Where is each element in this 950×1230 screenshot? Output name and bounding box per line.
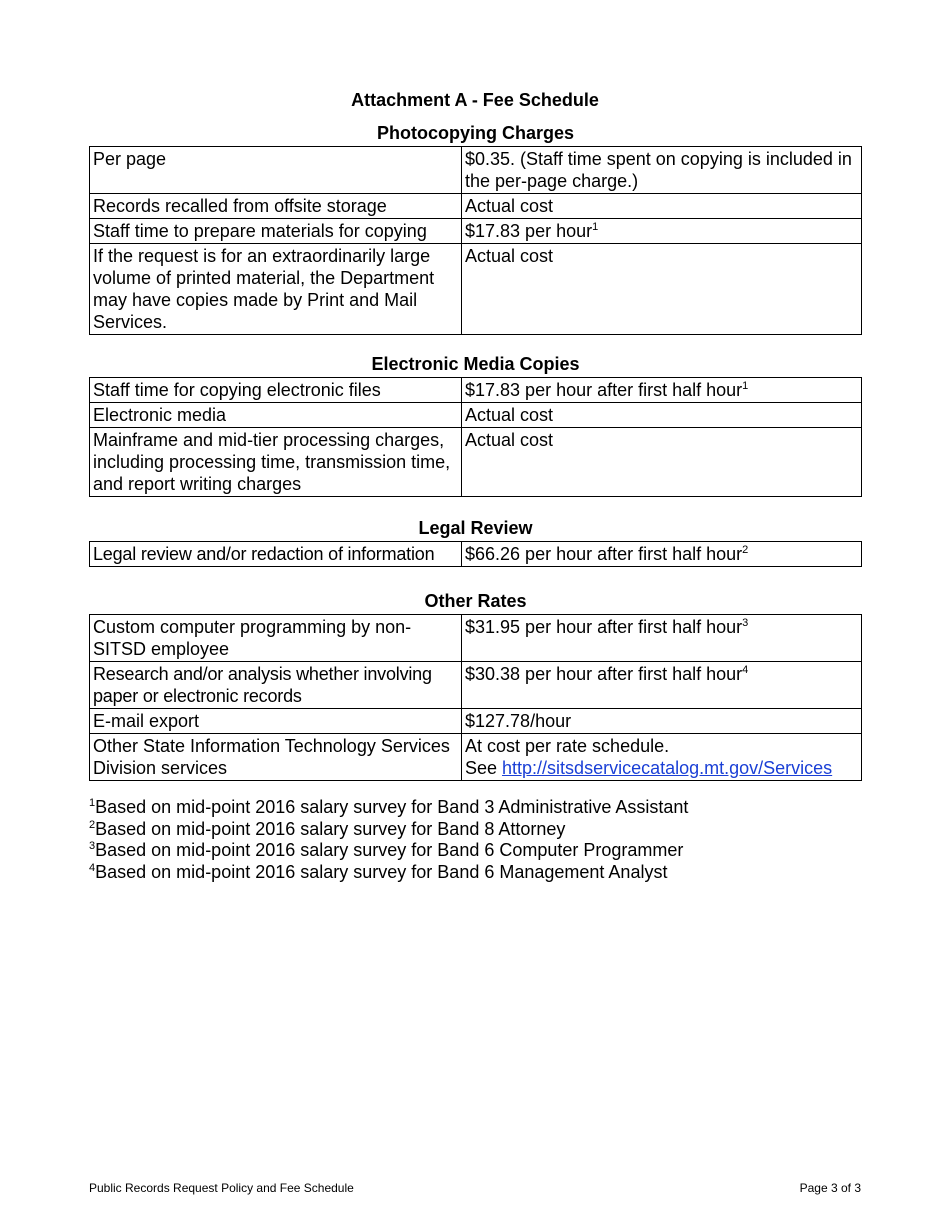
table-row: [90, 219, 862, 244]
table-row: [90, 428, 862, 497]
fee-rate: Actual cost: [462, 403, 862, 428]
photocopying-heading: Photocopying Charges: [376, 123, 574, 143]
footnote: $^4$Based on mid-point 2016 salary survey for Band 6 Management Analyst: [89, 861, 668, 882]
table-row: [90, 147, 862, 194]
footnote-ref: 2: [742, 544, 749, 556]
fee-description: Staff time for copying electronic files: [90, 378, 462, 403]
legal-section: [89, 516, 862, 567]
fee-rate: Actual cost: [462, 194, 862, 219]
table-row: [90, 542, 862, 567]
other-rates-section: [89, 589, 862, 781]
electronic-section: [89, 352, 862, 497]
fee-rate: Actual cost: [462, 244, 862, 335]
fee-rate: $17.83 per hour after first half hour$^1$: [462, 378, 862, 403]
footnote: $^2$Based on mid-point 2016 salary survey for Band 8 Attorney: [89, 818, 566, 839]
legal-table: [89, 541, 862, 567]
fee-rate: $127.78/hour: [462, 709, 862, 734]
table-row: [90, 244, 862, 335]
footnote-ref: 1: [742, 380, 749, 392]
service-catalog-link[interactable]: http://sitsdservicecatalog.mt.gov/Services: [502, 758, 833, 778]
page-title: Attachment A - Fee Schedule: [351, 90, 599, 110]
fee-rate: $0.35. (Staff time spent on copying is included in the per-page charge.): [462, 147, 862, 194]
table-row: [90, 709, 862, 734]
fee-description: Records recalled from offsite storage: [90, 194, 462, 219]
other-rates-table: [89, 614, 862, 781]
table-row: [90, 194, 862, 219]
fee-rate: $17.83 per hour$^1$: [462, 219, 862, 244]
table-row: [90, 403, 862, 428]
fee-description: Custom computer programming by non-SITSD employee: [90, 615, 462, 662]
legal-heading: Legal Review: [418, 518, 533, 538]
fee-rate: $66.26 per hour after first half hour$^2$: [462, 542, 862, 567]
fee-description: Other State Information Technology Services Division services: [90, 734, 462, 781]
fee-rate: $30.38 per hour after first half hour$^4$: [462, 662, 862, 709]
table-row: [90, 615, 862, 662]
fee-description: If the request is for an extraordinarily large volume of printed material, the Department may have copies made by Print and Mail Services.: [90, 244, 462, 335]
photocopying-table: [89, 146, 862, 335]
fee-rate: $31.95 per hour after first half hour$^3$: [462, 615, 862, 662]
electronic-heading: Electronic Media Copies: [371, 354, 580, 374]
fee-description: Mainframe and mid-tier processing charges, including processing time, transmission time, and report writing charges: [90, 428, 462, 497]
rate-schedule-link-line: See http://sitsdservicecatalog.mt.gov/Services: [465, 758, 833, 778]
footer-page-number: Page 3 of 3: [799, 1181, 861, 1195]
fee-rate: Actual cost: [462, 428, 862, 497]
table-row: [90, 734, 862, 781]
footnote: $^3$Based on mid-point 2016 salary survey for Band 6 Computer Programmer: [89, 840, 684, 860]
footer-document-title: Public Records Request Policy and Fee Schedule: [89, 1181, 354, 1195]
footnote-ref: 1: [592, 221, 599, 233]
rate-schedule-text: At cost per rate schedule.: [465, 736, 670, 756]
footnote: $^1$Based on mid-point 2016 salary survey for Band 3 Administrative Assistant: [89, 797, 689, 817]
photocopying-section: [89, 121, 862, 335]
footnotes: [89, 797, 862, 883]
other-rates-heading: Other Rates: [424, 591, 527, 611]
fee-description: Electronic media: [90, 403, 462, 428]
footnote-ref: 3: [742, 617, 749, 629]
table-row: [90, 662, 862, 709]
electronic-table: [89, 377, 862, 497]
fee-description: Per page: [90, 147, 462, 194]
fee-description: Research and/or analysis whether involving paper or electronic records: [90, 662, 462, 709]
fee-description: Staff time to prepare materials for copying: [90, 219, 462, 244]
fee-rate: [462, 734, 862, 781]
table-row: [90, 378, 862, 403]
fee-description: Legal review and/or redaction of information: [90, 542, 462, 567]
fee-description: E-mail export: [90, 709, 462, 734]
footnote-ref: 4: [742, 664, 749, 676]
